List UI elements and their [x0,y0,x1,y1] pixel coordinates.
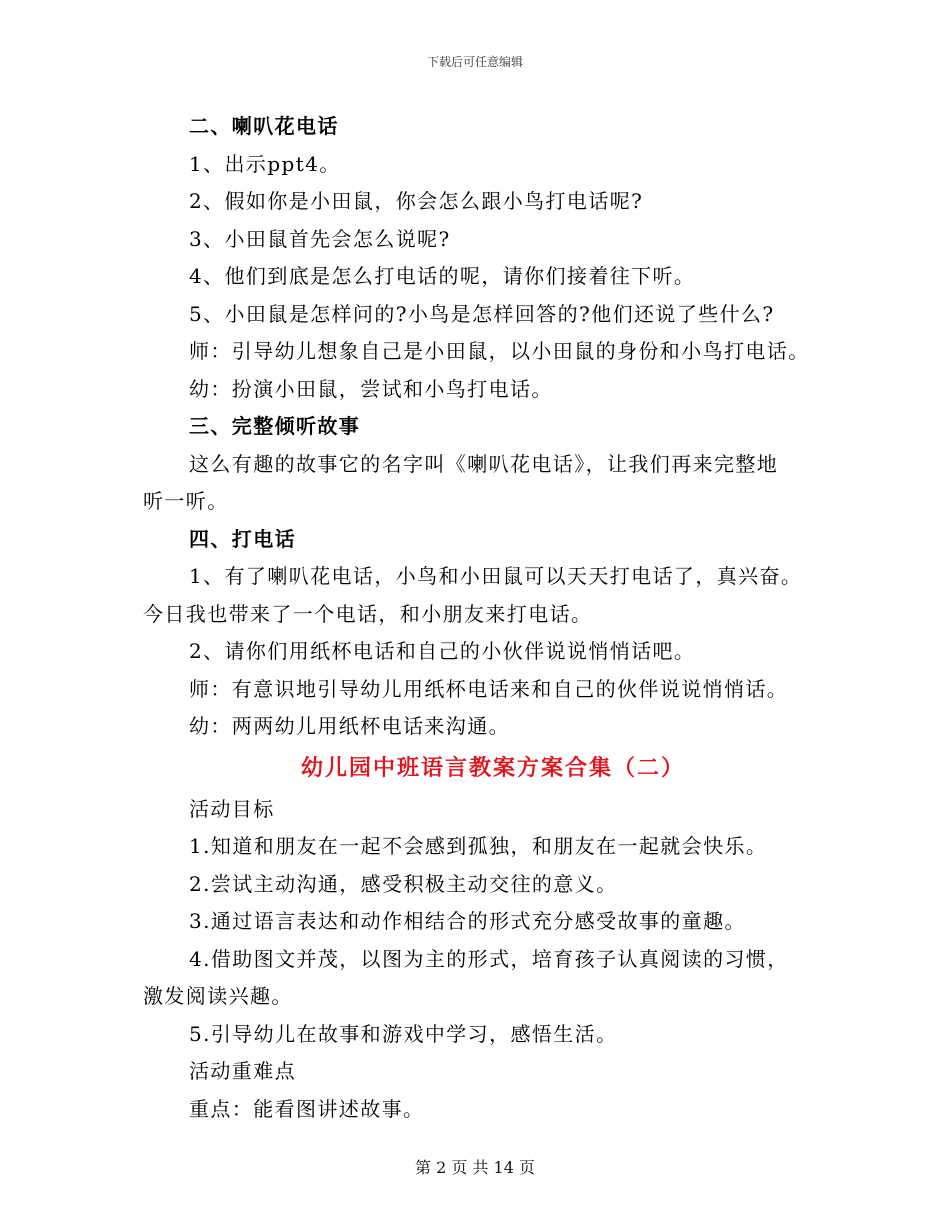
list-item: 3、小田鼠首先会怎么说呢? [189,226,451,251]
header-note: 下载后可任意编辑 [426,55,523,69]
section-heading: 三、完整倾听故事 [189,414,361,438]
goal-item-continuation: 激发阅读兴趣。 [143,984,293,1008]
page-content [143,108,823,1128]
child-line: 幼：扮演小田鼠，尝试和小鸟打电话。 [189,376,553,401]
key-point: 重点：能看图讲述故事。 [189,1096,425,1121]
subsection-label: 活动目标 [189,796,275,821]
section-heading: 二、喇叭花电话 [189,114,339,138]
page-number: 第 2 页 共 14 页 [415,1158,535,1177]
goal-item: 2.尝试主动沟通，感受积极主动交往的意义。 [189,871,618,896]
child-line: 幼：两两幼儿用纸杯电话来沟通。 [189,714,510,738]
section-heading: 四、打电话 [189,526,296,551]
list-item-continuation: 今日我也带来了一个电话，和小朋友来打电话。 [143,601,593,626]
subsection-label: 活动重难点 [189,1059,296,1083]
teacher-line: 师：引导幼儿想象自己是小田鼠，以小田鼠的身份和小鸟打电话。 [189,339,810,363]
list-item: 2、请你们用纸杯电话和自己的小伙伴说说悄悄话吧。 [189,639,696,663]
goal-item: 4.借助图文并茂，以图为主的形式，培育孩子认真阅读的习惯， [189,946,789,971]
goal-item: 5.引导幼儿在故事和游戏中学习，感悟生活。 [189,1021,618,1046]
list-item: 4、他们到底是怎么打电话的呢，请你们接着往下听。 [189,264,696,288]
list-item: 1、出示ppt4。 [189,151,341,176]
goal-item: 1.知道和朋友在一起不会感到孤独，和朋友在一起就会快乐。 [189,834,768,858]
document-title: 幼儿园中班语言教案方案合集（二） [300,754,685,781]
list-item: 1、有了喇叭花电话，小鸟和小田鼠可以天天打电话了，真兴奋。 [189,564,803,588]
paragraph-line: 这么有趣的故事它的名字叫《喇叭花电话》，让我们再来完整地 [189,451,779,476]
teacher-line: 师：有意识地引导幼儿用纸杯电话来和自己的伙伴说说悄悄话。 [189,676,789,701]
paragraph-line: 听一听。 [143,489,229,513]
goal-item: 3.通过语言表达和动作相结合的形式充分感受故事的童趣。 [189,909,746,933]
list-item: 2、假如你是小田鼠，你会怎么跟小鸟打电话呢? [189,189,644,213]
list-item: 5、小田鼠是怎样问的?小鸟是怎样回答的?他们还说了些什么? [189,301,775,326]
